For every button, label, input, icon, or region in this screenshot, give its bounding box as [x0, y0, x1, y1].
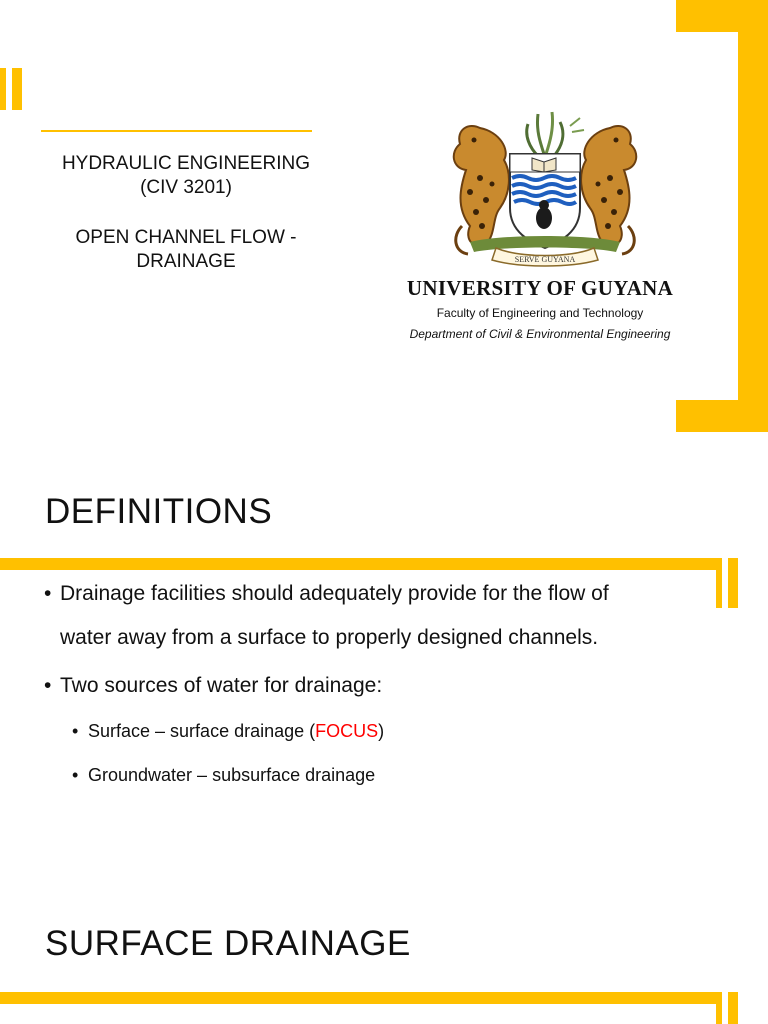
bullet-line: Drainage facilities should adequately provide for the flow of — [60, 582, 609, 605]
bullet-line: water away from a surface to properly designed channels. — [60, 626, 599, 649]
bullet-dot-icon: • — [72, 765, 79, 785]
accent-bar — [0, 992, 720, 1004]
sub-bullet-text: Surface – surface drainage ( — [88, 721, 316, 741]
faculty-name: Faculty of Engineering and Technology — [436, 306, 644, 320]
accent-mark-right-thick — [728, 558, 738, 608]
title-slide — [0, 0, 768, 432]
sub-bullet-text: Groundwater – subsurface drainage — [88, 765, 376, 785]
sub-bullet-surface — [72, 714, 712, 748]
left-jaguar-icon — [454, 126, 509, 254]
accent-mark-right-thick — [728, 992, 738, 1024]
bullet-dot-icon: • — [44, 674, 52, 697]
course-title-line4: DRAINAGE — [136, 251, 236, 272]
university-name: UNIVERSITY OF GUYANA — [406, 276, 674, 300]
bullet-text: Two sources of water for drainage: — [60, 674, 383, 697]
definitions-heading: DEFINITIONS — [45, 492, 273, 531]
accent-bar — [0, 558, 720, 570]
department-name: Department of Civil & Environmental Engineering — [409, 327, 671, 341]
shield-icon — [510, 154, 580, 248]
course-title-line3: OPEN CHANNEL FLOW - — [75, 227, 297, 248]
sub-bullet-groundwater — [72, 758, 712, 792]
accent-bar-right — [738, 0, 768, 432]
bullet-drainage-facilities — [44, 572, 714, 660]
bullet-dot-icon: • — [44, 582, 52, 605]
accent-mark-right — [716, 558, 722, 608]
university-crest-logo — [440, 108, 650, 270]
course-title-line1: HYDRAULIC ENGINEERING — [61, 153, 311, 174]
surface-drainage-slide — [0, 864, 768, 1024]
title-rule — [41, 130, 312, 132]
accent-mark-left — [0, 68, 6, 110]
bullet-dot-icon: • — [72, 721, 79, 741]
right-jaguar-icon — [581, 126, 636, 254]
accent-bar-bottom — [676, 400, 768, 432]
focus-label: FOCUS — [315, 721, 379, 741]
accent-mark-right — [716, 992, 722, 1024]
surface-drainage-heading: SURFACE DRAINAGE — [45, 924, 411, 963]
course-title — [41, 152, 331, 274]
definitions-slide — [0, 432, 768, 864]
motto-ribbon-icon — [492, 248, 598, 266]
svg-text:SERVE GUYANA: SERVE GUYANA — [514, 255, 576, 264]
course-title-line2: (CIV 3201) — [140, 177, 232, 198]
sub-bullet-close: ) — [378, 721, 385, 741]
bullet-two-sources — [44, 664, 714, 708]
accent-mark-left-thick — [12, 68, 22, 110]
